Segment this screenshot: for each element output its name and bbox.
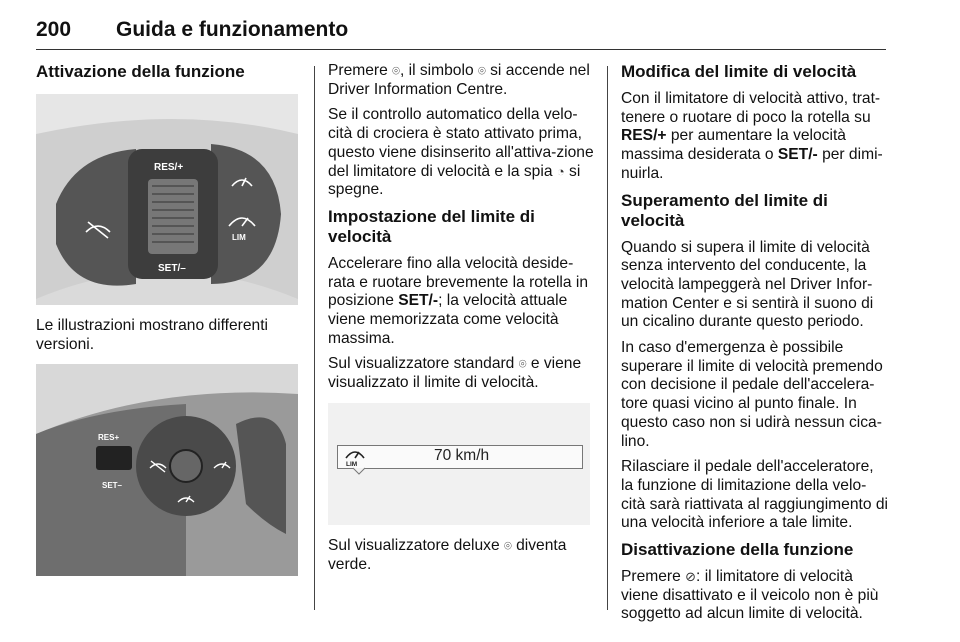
fig1-res-label: RES/+	[154, 162, 184, 173]
paragraph-release-pedal: Rilasciare il pedale dell'acceleratore, la funzione di limitazione della velo-cità sarà riattivata al raggiungimento di una velocità inferiore a tale limite.	[621, 458, 888, 532]
paragraph-standard-display: Sul visualizzatore standard ⌾ e viene visualizzato il limite di velocità.	[328, 355, 582, 392]
page-number: 200	[36, 18, 72, 41]
paragraph-deactivate: Premere ⊘: il limitatore di velocità viene disattivato e il veicolo non è più soggetto ad alcun limite di velocità.	[621, 568, 879, 623]
column-3	[621, 62, 889, 631]
steering-wheel-controls-figure-1	[36, 94, 298, 305]
heading-deactivate: Disattivazione della funzione	[621, 540, 854, 560]
paragraph-deluxe-display: Sul visualizzatore deluxe ⌾ diventa verde.	[328, 536, 567, 573]
column-divider-2	[607, 66, 608, 610]
speed-limiter-icon: ⌾	[392, 63, 400, 78]
page-header	[36, 12, 886, 52]
speed-limiter-icon: ⌾	[503, 537, 512, 553]
steering-wheel-controls-figure-2	[36, 364, 298, 576]
speed-limiter-icon: ⌾	[477, 63, 486, 78]
paragraph-exceed-warning: Quando si supera il limite di velocità senza intervento del conducente, la velocità lampeggerà nel Driver Infor-mation Center e si sentirà il suono di un cicalino durante questo periodo.	[621, 238, 874, 331]
heading-activation: Attivazione della funzione	[36, 62, 245, 81]
column-1	[36, 62, 302, 576]
column-divider-1	[314, 66, 315, 610]
section-title: Guida e funzionamento	[116, 18, 349, 41]
cruise-control-icon: ◔	[556, 163, 565, 179]
fig1-set-label: SET/–	[158, 263, 186, 274]
display-bar	[337, 445, 583, 469]
column-2	[328, 62, 594, 581]
display-lim-label: LIM	[346, 460, 358, 467]
header-rule	[36, 49, 886, 50]
heading-set-limit: Impostazione del limite di velocità	[328, 206, 535, 246]
fig1-lim-label: LIM	[232, 233, 246, 242]
heading-exceed-limit: Superamento del limite di velocità	[621, 190, 828, 230]
paragraph-versions: Le illustrazioni mostrano differenti versioni.	[36, 317, 269, 353]
heading-modify-limit: Modifica del limite di velocità	[621, 62, 857, 81]
cancel-icon: ⊘	[685, 569, 697, 585]
speed-limiter-icon: ⌾	[518, 356, 527, 372]
paragraph-modify-limit: Con il limitatore di velocità attivo, trat-tenere o ruotare di poco la rotella su RES/+ per aumentare la velocità massima desiderata o SET/- per dimi-nuirla.	[621, 90, 883, 182]
paragraph-emergency: In caso d'emergenza è possibile superare il limite di velocità premendo con decisione il pedale dell'accelera-tore quasi vicino al punto finale. In questo caso non si udirà nessun cica-lino.	[621, 339, 883, 450]
fig2-set-label: SET–	[102, 481, 123, 491]
display-speed: 70 km/h	[434, 446, 490, 464]
chevron-down-icon	[352, 467, 366, 475]
paragraph-press: Premere ⌾, il simbolo ⌾ si accende nel Driver Information Centre.	[328, 62, 590, 98]
fig2-res-label: RES+	[98, 433, 120, 443]
speed-limiter-icon	[343, 447, 367, 467]
paragraph-cruise-disabled: Se il controllo automatico della velo-cità di crociera è stato attivato prima, questo viene disinserito all'attiva-zione del limitatore di velocità e la spia ◔ si spegne.	[328, 106, 594, 199]
paragraph-set-limit: Accelerare fino alla velocità deside-rata e ruotare brevemente la rotella in posizione SET/-; la velocità attuale viene memorizzata come velocità massima.	[328, 254, 589, 347]
driver-info-display	[328, 403, 590, 525]
